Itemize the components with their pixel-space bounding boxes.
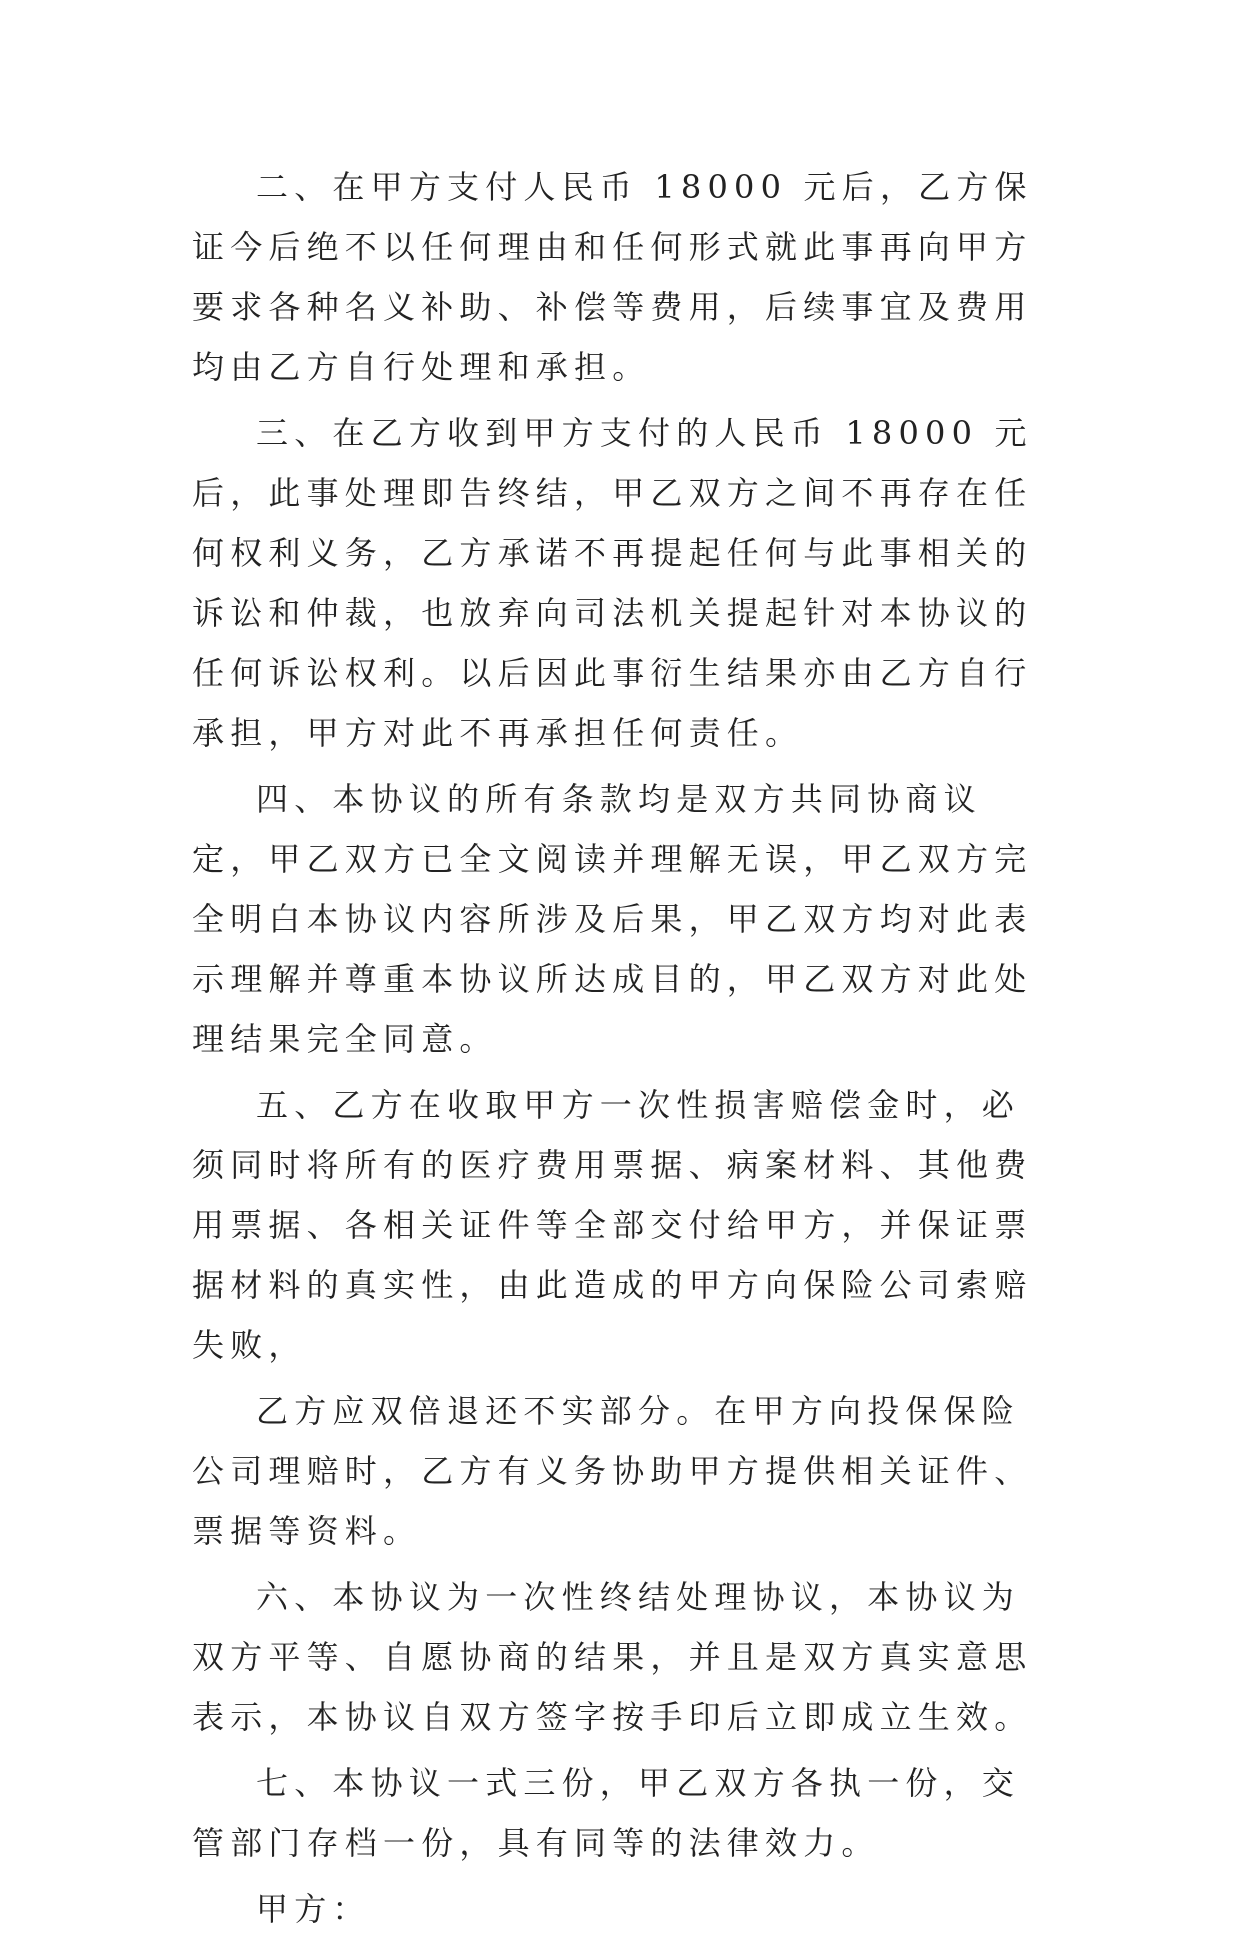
clause-2: 二、在甲方支付人民币 18000 元后，乙方保证今后绝不以任何理由和任何形式就此事再向甲方要求各种名义补助、补偿等费用，后续事宜及费用均由乙方自行处理和承担。	[192, 168, 1033, 386]
party-a-signature-label: 甲方：	[256, 1890, 371, 1928]
clause-6: 六、本协议为一次性终结处理协议，本协议为双方平等、自愿协商的结果，并且是双方真实意思表示，本协议自双方签字按手印后立即成立生效。	[192, 1578, 1033, 1736]
clause-4: 四、本协议的所有条款均是双方共同协商议定，甲乙双方已全文阅读并理解无误，甲乙双方完全明白本协议内容所涉及后果，甲乙双方均对此表示理解并尊重本协议所达成目的，甲乙双方对此处理结果完全同意。	[192, 780, 1033, 1058]
clause-7: 七、本协议一式三份，甲乙双方各执一份，交管部门存档一份，具有同等的法律效力。	[192, 1764, 1021, 1862]
clause-5: 五、乙方在收取甲方一次性损害赔偿金时，必须同时将所有的医疗费用票据、病案材料、其他费用票据、各相关证件等全部交付给甲方，并保证票据材料的真实性，由此造成的甲方向保险公司索赔失败，	[192, 1086, 1033, 1364]
clause-3: 三、在乙方收到甲方支付的人民币 18000 元后，此事处理即告终结，甲乙双方之间不再存在任何权利义务，乙方承诺不再提起任何与此事相关的诉讼和仲裁，也放弃向司法机关提起针对本协议的任何诉讼权利。以后因此事衍生结果亦由乙方自行承担，甲方对此不再承担任何责任。	[192, 414, 1033, 752]
agreement-body	[192, 157, 1054, 1939]
clause-5-continued: 乙方应双倍退还不实部分。在甲方向投保保险公司理赔时，乙方有义务协助甲方提供相关证件、票据等资料。	[192, 1392, 1033, 1550]
